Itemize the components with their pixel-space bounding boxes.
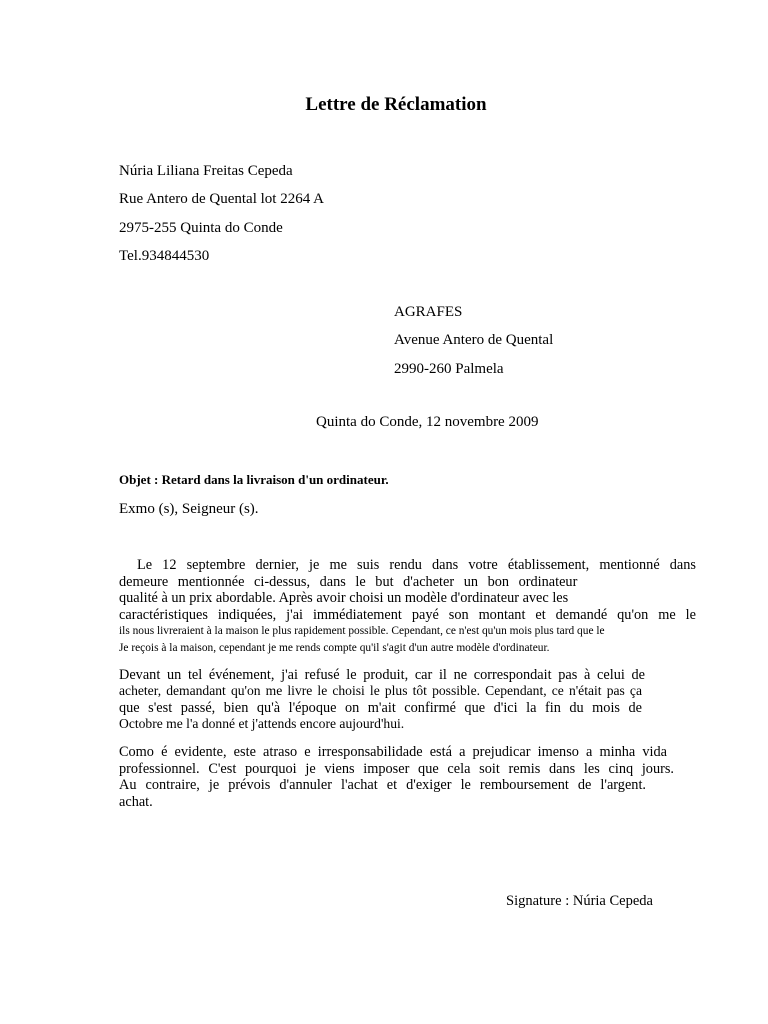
body-line: achat. [119, 794, 153, 810]
sender-phone: Tel.934844530 [119, 247, 210, 264]
body-line: Je reçois à la maison, cependant je me rends compte qu'il s'agit d'un autre modèle d'ordinateur. [119, 642, 550, 654]
sender-name: Núria Liliana Freitas Cepeda [119, 163, 293, 179]
body-line: demeure mentionnée ci-dessus, dans le but d'acheter un bon ordinateur [119, 574, 578, 590]
body-line: professionnel. C'est pourquoi je viens imposer que cela soit remis dans les cinq jours. [119, 761, 674, 777]
recipient-street: Avenue Antero de Quental [394, 332, 554, 349]
body-line: Devant un tel événement, j'ai refusé le produit, car il ne correspondait pas à celui de [119, 667, 645, 683]
date-line: Quinta do Conde, 12 novembre 2009 [316, 414, 539, 430]
body-line: caractéristiques indiquées, j'ai immédiatement payé son montant et demandé qu'on me le [119, 607, 696, 623]
body-line: Le 12 septembre dernier, je me suis rendu dans votre établissement, mentionné dans [137, 557, 696, 573]
body-line: ils nous livreraient à la maison le plus rapidement possible. Cependant, ce n'est qu'un mois plus tard que le [119, 625, 605, 637]
sender-street: Rue Antero de Quental lot 2264 A [119, 191, 324, 208]
body-line: que s'est passé, bien qu'à l'époque on m'ait confirmé que d'ici la fin du mois de [119, 700, 642, 716]
body-line: qualité à un prix abordable. Après avoir choisi un modèle d'ordinateur avec les [119, 590, 569, 606]
body-line: acheter, demandant qu'on me livre le choisi le plus tôt possible. Cependant, ce n'était pas ça [119, 683, 642, 698]
recipient-city: 2990-260 Palmela [394, 360, 504, 377]
sender-city: 2975-255 Quinta do Conde [119, 219, 283, 236]
body-line: Octobre me l'a donné et j'attends encore aujourd'hui. [119, 716, 405, 731]
signature-line: Signature : Núria Cepeda [506, 893, 653, 909]
salutation: Exmo (s), Seigneur (s). [119, 501, 259, 517]
sender-address-block [119, 160, 324, 273]
body-line: Au contraire, je prévois d'annuler l'achat et d'exiger le remboursement de l'argent. [119, 777, 646, 793]
recipient-address-block [394, 301, 553, 386]
letter-title: Lettre de Réclamation [305, 94, 487, 115]
body-line: Como é evidente, este atraso e irresponsabilidade está a prejudicar imenso a minha vida [119, 744, 667, 760]
subject-line: Objet : Retard dans la livraison d'un ordinateur. [119, 472, 389, 487]
recipient-company: AGRAFES [394, 304, 463, 320]
